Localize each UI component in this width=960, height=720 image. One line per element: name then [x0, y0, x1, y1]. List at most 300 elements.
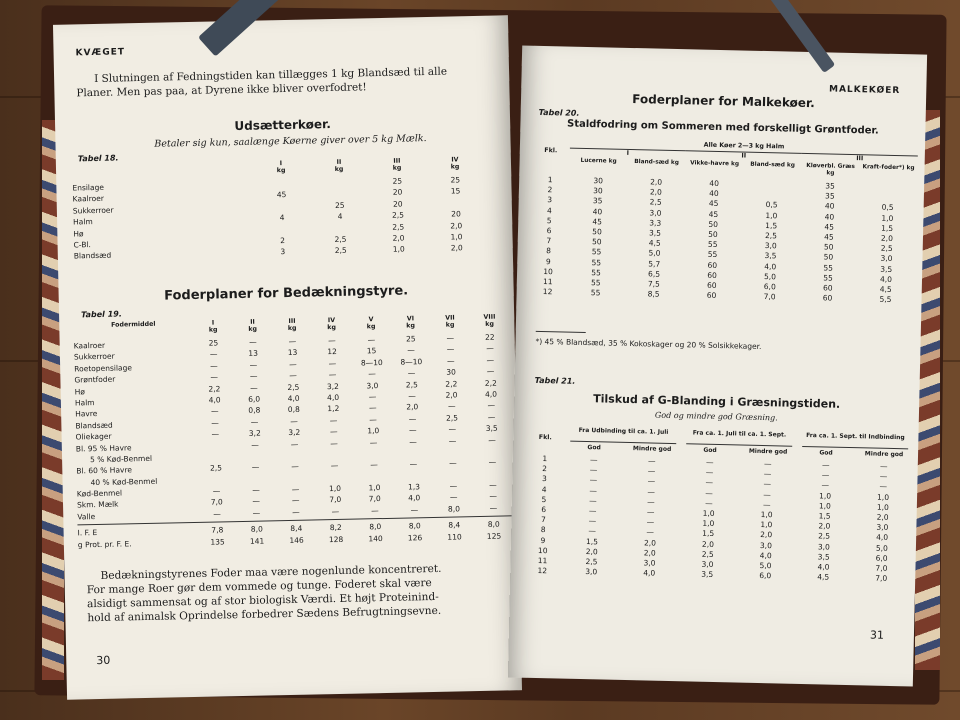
t19-cell: 2,5 — [445, 413, 459, 423]
t19-cell: — — [407, 345, 415, 355]
t19-cell: — — [368, 403, 377, 413]
t20-cell: 2,0 — [650, 177, 663, 187]
t19-cell: — — [489, 492, 498, 502]
t21-cell: — — [646, 507, 655, 517]
t19-total-cell: 126 — [407, 532, 423, 543]
t19-cell: 0,8 — [248, 405, 261, 416]
t19-cell: 1,0 — [368, 483, 381, 493]
t20-span-header: Alle Køer 2—3 kg Halm — [703, 141, 785, 151]
t21-cell: — — [821, 470, 830, 480]
t19-col-roman: IV — [327, 316, 336, 325]
t19-col-header — [233, 318, 273, 333]
t21-cell: — — [589, 475, 598, 485]
t21-cell: — — [763, 489, 771, 499]
t18-title: Udsætterkøer. — [234, 117, 331, 134]
t20-cell: 35 — [592, 196, 603, 206]
t20-cell: 35 — [824, 191, 835, 201]
paragraph-line-2: For mange Roer gør dem vommede og tunge. Foderet skal være — [86, 577, 432, 597]
t19-cell: — — [290, 416, 298, 426]
t19-cell: — — [489, 503, 498, 513]
t21-cell: — — [821, 460, 830, 470]
t19-cell: — — [486, 344, 494, 354]
t19-cell — [245, 450, 284, 462]
t18-cell: 4 — [279, 213, 285, 223]
t19-cell: — — [368, 369, 376, 379]
t21-cell: — — [705, 457, 714, 467]
t20-cell: 7,0 — [763, 292, 776, 302]
t20-cell: 50 — [591, 237, 602, 247]
t21-cell: 2,5 — [585, 556, 598, 567]
t18-cell: 25 — [450, 175, 461, 185]
t20-cell: 45 — [592, 216, 603, 227]
t19-col-header — [351, 316, 391, 331]
t20-cell: 50 — [708, 219, 719, 229]
t19-col-unit: kg — [287, 324, 297, 332]
t19-cell: — — [250, 417, 259, 427]
t20-col-header: Bland-sæd kg — [634, 159, 680, 167]
t20-cell: 5 — [546, 215, 552, 225]
t18-col-header — [368, 157, 426, 172]
t21-label: Tabel 21. — [534, 375, 576, 386]
t19-cell: 7,0 — [210, 497, 223, 508]
t19-col-header — [470, 313, 510, 328]
t20-cell: 3,0 — [880, 253, 893, 264]
t20-cell: 45 — [824, 222, 835, 232]
t19-cell: — — [447, 356, 455, 366]
t19-cell: — — [409, 436, 417, 446]
t20-cell: 55 — [590, 288, 601, 298]
t19-col-header — [430, 314, 470, 329]
t20-cell: 50 — [708, 229, 718, 239]
t19-cell: — — [447, 401, 456, 411]
running-header-right: MALKEKØER — [828, 84, 901, 97]
t20-cell: 4,5 — [879, 284, 892, 294]
t20-cell: 45 — [708, 199, 719, 209]
t20-group-header: I — [570, 148, 686, 159]
t18-cell: 1,0 — [392, 244, 405, 255]
t19-cell: — — [448, 436, 457, 446]
t19-cell — [399, 470, 438, 482]
t18-col-roman: III — [393, 157, 401, 165]
t21-cell: 4,0 — [817, 562, 830, 572]
t21-cell: 2,5 — [818, 531, 831, 541]
t18-cell: 2,5 — [391, 210, 405, 220]
t20-cell: 12 — [542, 287, 553, 297]
t19-cell: 12 — [327, 347, 338, 357]
footnote-rule — [536, 331, 586, 333]
t20-cell: 40 — [709, 178, 720, 188]
t18-subtitle: Betaler sig kun, saalænge Køerne giver over 5 kg Mælk. — [154, 133, 427, 150]
t21-cell: — — [763, 499, 771, 509]
t21-col-header: God — [703, 446, 717, 455]
t18-cell: 2,0 — [450, 220, 463, 231]
t21-cell: — — [763, 459, 772, 469]
t19-cell — [322, 471, 361, 483]
t20-cell: 10 — [543, 266, 553, 276]
t21-cell: — — [705, 478, 714, 488]
t20-cell: 4,5 — [648, 238, 661, 248]
t19-cell: 13 — [287, 348, 298, 358]
t21-col-header: God — [819, 449, 833, 457]
t19-cell: 30 — [446, 367, 456, 377]
t18-cell: 25 — [334, 200, 345, 210]
t21-group-header: Fra Udbinding til ca. 1. Juli — [570, 427, 676, 444]
t21-cell: — — [647, 466, 656, 476]
t20-cell: 60 — [707, 270, 717, 280]
t19-cell: 3,2 — [326, 381, 339, 391]
t19-cell: — — [290, 439, 299, 449]
t19-total-cell: 125 — [486, 531, 502, 541]
t18-col-roman: IV — [451, 156, 459, 164]
t19-cell — [360, 448, 399, 460]
t21-cell: — — [879, 471, 888, 482]
t19-cell: — — [252, 497, 261, 507]
t21-cell: 4,0 — [643, 568, 656, 578]
t19-cell — [246, 473, 285, 485]
t20-cell: 5,7 — [648, 258, 661, 269]
t21-cell: 1,5 — [702, 529, 715, 539]
t18-row-label: Sukkerroer — [72, 205, 114, 216]
t19-cell: — — [370, 460, 378, 470]
t20-cell: 4,0 — [764, 261, 777, 271]
t20-cell: 6,0 — [763, 281, 776, 292]
t19-total-cell: 8,0 — [408, 521, 421, 531]
t20-cell: 9 — [545, 256, 551, 266]
t19-total-cell: 8,0 — [487, 519, 500, 530]
t19-total-label: I. F. E — [77, 528, 98, 538]
t20-cell: 50 — [592, 227, 602, 237]
t21-group-header: Fra ca. 1. Juli til ca. 1. Sept. — [686, 429, 792, 446]
t19-col-roman: VIII — [483, 313, 496, 321]
t19-total-cell: 128 — [328, 534, 344, 544]
t21-header-spacer — [525, 443, 565, 451]
t19-cell: — — [292, 507, 300, 517]
t21-cell: 6,0 — [759, 571, 772, 581]
t18-cell: 2,0 — [450, 243, 463, 253]
t19-cell: — — [249, 360, 258, 370]
t21-cell: — — [705, 498, 713, 508]
t21-cell: 3 — [541, 474, 547, 484]
t20-cell: 40 — [824, 201, 835, 211]
t19-cell: — — [209, 349, 218, 360]
t19-col-unit: kg — [208, 326, 218, 334]
t20-cell: 40 — [592, 206, 603, 216]
t19-total-cell: 7,8 — [211, 525, 224, 535]
t20-col-header: Kløverbl. Græs kg — [806, 162, 855, 177]
t19-cell: — — [486, 355, 495, 365]
t20-cell: 7 — [546, 236, 552, 246]
t20-cell: 3,5 — [648, 228, 662, 238]
paragraph-line-4: hold af animalsk Oprindelse forbedrer Sædens Befrugtningsevne. — [87, 604, 442, 625]
t19-title: Foderplaner for Bedækningstyre. — [163, 283, 409, 304]
t19-cell: — — [249, 371, 258, 381]
t20-cell: 3,0 — [764, 241, 777, 251]
table-19 — [73, 313, 516, 550]
t21-cell: 4 — [541, 484, 547, 494]
t20-cell: 60 — [706, 280, 717, 290]
t20-cell: 2,5 — [649, 197, 662, 208]
t19-cell: 2,5 — [287, 382, 300, 392]
t21-cell: 6,0 — [875, 553, 888, 563]
t20-cell: 11 — [542, 276, 553, 287]
t19-row-label: Skm. Mælk — [76, 500, 119, 510]
t19-total-cell: 146 — [289, 535, 304, 545]
t21-cell: 8 — [540, 525, 546, 535]
t21-cell: 1,0 — [760, 520, 773, 530]
t21-cell: 5,0 — [875, 543, 888, 553]
t21-cell: — — [646, 527, 655, 537]
t21-cell: 5,0 — [759, 560, 772, 571]
t21-cell: 3,0 — [701, 559, 714, 569]
t18-col-header — [310, 158, 368, 173]
t19-row-label: Oliekager — [75, 431, 112, 442]
t18-cell: 15 — [450, 186, 461, 196]
t20-cell: 1 — [547, 175, 553, 185]
t18-label: Tabel 18. — [77, 153, 119, 164]
paragraph-line-3: alsidigt sammensat og af stor biologisk Værdi. Et højt Proteinind- — [86, 590, 439, 611]
t19-cell: — — [289, 359, 297, 369]
t18-row-label: Kaalroer — [72, 194, 105, 204]
t19-cell: — — [328, 335, 336, 346]
t19-cell: — — [369, 414, 377, 425]
t19-cell: — — [408, 414, 417, 424]
t21-cell: 2 — [542, 464, 548, 474]
t20-group-header: III — [802, 153, 918, 164]
t19-cell: — — [486, 366, 495, 376]
t19-cell: — — [251, 462, 260, 473]
t20-cell: 55 — [823, 262, 834, 273]
intro-line-2: Planer. Men pas paa, at Dyrene ikke bliver overfodret! — [76, 81, 367, 100]
t21-cell: 1,0 — [876, 502, 889, 512]
t19-cell: 22 — [484, 332, 495, 342]
t20-cell: 2,0 — [880, 233, 894, 243]
t20-cell: 2,5 — [880, 243, 893, 254]
t21-cell: 1,0 — [702, 518, 715, 529]
t19-row-label: Havre — [75, 409, 98, 419]
t21-cell: — — [763, 479, 772, 489]
t20-cell: 7,5 — [647, 279, 660, 289]
t18-cell: 20 — [451, 209, 461, 219]
t19-cell: — — [489, 480, 497, 490]
t19-cell: — — [329, 427, 338, 437]
t19-cell: — — [250, 383, 258, 393]
t19-cell: — — [369, 437, 378, 447]
t21-cell: 10 — [537, 545, 548, 555]
t19-col-unit: kg — [366, 323, 376, 331]
t18-row-label: Ensilage — [72, 182, 105, 193]
t19-total-cell: 110 — [447, 532, 462, 542]
t20-cell: 55 — [707, 239, 718, 250]
t18-cell: 1,0 — [450, 232, 463, 242]
t19-cell: — — [329, 415, 338, 425]
t20-cell: 1,5 — [765, 220, 778, 231]
t19-row-label: Blandsæd — [75, 420, 113, 431]
t19-cell: 2,2 — [484, 378, 497, 388]
t19-cell: — — [251, 440, 259, 450]
t20-cell: 55 — [591, 257, 602, 267]
t19-row-label: Halm — [74, 398, 95, 408]
t20-col-header: Vikke-havre kg — [690, 160, 740, 168]
t21-cell: — — [588, 506, 597, 516]
t20-col-header: Kraft-foder*) kg — [862, 164, 915, 172]
t19-cell — [476, 468, 515, 480]
t21-cell: — — [588, 516, 597, 526]
t21-group-header: Fra ca. 1. Sept. til Indbinding — [802, 432, 908, 449]
t20-fkl-header: Fkl. — [544, 147, 558, 155]
t19-cell: — — [330, 438, 338, 448]
t19-col-unit: kg — [445, 321, 455, 329]
t19-col-unit: kg — [327, 323, 337, 332]
t20-subtitle: Staldfodring om Sommeren med forskelligt Grøntfoder. — [566, 118, 879, 137]
t20-cell: 4,0 — [879, 274, 893, 284]
t19-cell — [284, 472, 323, 484]
right-page — [508, 45, 927, 686]
t19-cell: 0,8 — [287, 405, 300, 415]
t18-cell: 20 — [392, 187, 403, 198]
t19-cell — [438, 469, 477, 481]
t19-cell: 7,0 — [368, 494, 381, 504]
t19-total-cell: 8,4 — [448, 520, 461, 530]
t19-cell: — — [371, 505, 379, 516]
t19-cell: — — [291, 496, 300, 506]
t19-total-cell: 135 — [210, 536, 225, 547]
t19-cell: 6,0 — [248, 394, 261, 404]
intro-line-1: I Slutningen af Fedningstiden kan tillægges 1 kg Blandsæd til alle — [93, 65, 448, 85]
t19-row-label: Bl. 95 % Havre — [75, 442, 132, 453]
t21-col-header: Mindre god — [632, 445, 672, 453]
t19-cell: — — [212, 486, 221, 496]
t19-col-roman: I — [211, 319, 215, 327]
t19-cell: 2,5 — [209, 463, 223, 473]
t18-cell: 4 — [337, 211, 343, 222]
t19-cell: 2,2 — [208, 383, 221, 394]
t20-cell: 35 — [825, 181, 835, 191]
t21-cell: — — [763, 469, 772, 479]
t19-row-label: Roetopensilage — [74, 363, 133, 374]
t19-cell: 3,5 — [485, 423, 498, 433]
t19-cell: — — [446, 344, 455, 355]
t20-cell: 6 — [546, 226, 552, 236]
t19-cell: — — [252, 508, 261, 518]
t21-cell: — — [821, 480, 830, 490]
t19-cell: — — [210, 361, 218, 371]
t21-title: Tilskud af G-Blanding i Græsningstiden. — [593, 392, 841, 411]
t21-cell: — — [879, 482, 888, 492]
t20-label: Tabel 20. — [538, 107, 580, 118]
t19-cell: 25 — [406, 334, 416, 344]
t19-row-label: Hø — [74, 386, 85, 397]
t20-cell: 55 — [591, 267, 601, 278]
t18-col-unit: kg — [334, 165, 344, 173]
t20-cell: 30 — [593, 186, 603, 196]
t19-cell: 2,0 — [406, 402, 419, 412]
t19-cell: — — [410, 505, 419, 515]
t20-cell: 55 — [823, 273, 833, 283]
t19-total-label: g Prot. pr. F. E. — [77, 538, 132, 550]
t19-cell: — — [328, 370, 337, 380]
t19-cell: — — [487, 401, 496, 411]
t19-total-cell: 8,4 — [290, 523, 303, 534]
t20-cell: 2,5 — [764, 230, 778, 241]
t20-cell: 6,5 — [648, 269, 661, 279]
t21-cell: — — [646, 517, 655, 527]
t18-cell: 2,5 — [334, 234, 347, 244]
t19-cell: — — [211, 429, 220, 439]
t19-cell: — — [407, 368, 416, 378]
t18-col-roman: II — [336, 158, 342, 166]
t19-cell: 1,3 — [407, 482, 421, 492]
t19-col-header — [391, 315, 431, 330]
t19-cell — [196, 440, 236, 452]
t19-cell: 2,0 — [445, 390, 458, 400]
t19-cell: 1,0 — [328, 483, 342, 494]
t18-cell: 2,5 — [392, 222, 405, 232]
t20-cell: 2,0 — [649, 187, 662, 197]
t21-cell: 3,0 — [643, 558, 656, 568]
t21-cell: 2,0 — [643, 537, 657, 548]
t20-cell: 0,5 — [765, 200, 778, 210]
t18-cell: 2,5 — [334, 246, 347, 256]
t20-cell: 4 — [546, 205, 552, 215]
t19-col-roman: II — [250, 318, 255, 326]
t19-col-roman: VI — [406, 315, 415, 323]
t19-cell — [437, 446, 476, 458]
t19-row-label: 5 % Kød-Benmel — [89, 453, 153, 465]
intro-text — [76, 63, 514, 100]
t19-row-label: Kød-Benmel — [76, 488, 123, 499]
t21-cell: 3,5 — [701, 569, 714, 580]
t19-col-header — [312, 317, 352, 332]
t21-cell: 1 — [542, 454, 548, 464]
t18-col-unit: kg — [450, 163, 460, 171]
t19-cell: 25 — [208, 338, 219, 348]
t21-fkl-header: Fkl. — [538, 433, 552, 442]
t19-cell: — — [488, 457, 497, 468]
t21-cell: — — [588, 526, 597, 536]
t19-cell: 2,2 — [445, 379, 458, 389]
t19-cell: — — [291, 484, 300, 495]
t21-cell: 2,0 — [701, 539, 715, 549]
t21-cell: — — [589, 465, 598, 475]
t19-total-cell: 8,0 — [250, 524, 263, 535]
t20-cell: 30 — [593, 176, 604, 186]
t19-col-roman: III — [288, 317, 296, 325]
t19-cell: 8,0 — [447, 504, 461, 514]
t19-cell: 4,0 — [408, 493, 421, 503]
t20-col-header: Bland-sæd kg — [750, 161, 795, 169]
t20-cell: 60 — [707, 260, 718, 270]
t19-cell: — — [446, 333, 455, 343]
t20-cell: 55 — [591, 247, 602, 257]
t19-cell: 3,2 — [288, 427, 301, 438]
paragraph-line-1: Bedækningstyrenes Foder maa være nogenlunde koncentreret. — [100, 562, 442, 582]
t19-label: Tabel 19. — [80, 309, 122, 320]
t21-cell: 4,0 — [876, 532, 889, 543]
t21-col-header: Mindre god — [864, 450, 904, 459]
t21-cell: — — [647, 456, 656, 466]
t19-cell: — — [368, 392, 377, 402]
t20-title: Foderplaner for Malkekøer. — [632, 91, 815, 111]
t19-cell: 2,5 — [405, 379, 418, 390]
table-18 — [72, 155, 504, 262]
t20-cell: 3,3 — [649, 218, 662, 228]
t20-cell: 1,0 — [881, 213, 894, 223]
t20-cell: 1,5 — [881, 223, 894, 233]
t19-cell: — — [288, 336, 297, 346]
t19-col-unit: kg — [485, 320, 495, 328]
t21-cell: 1,5 — [585, 536, 599, 546]
t20-cell: 55 — [707, 250, 718, 260]
